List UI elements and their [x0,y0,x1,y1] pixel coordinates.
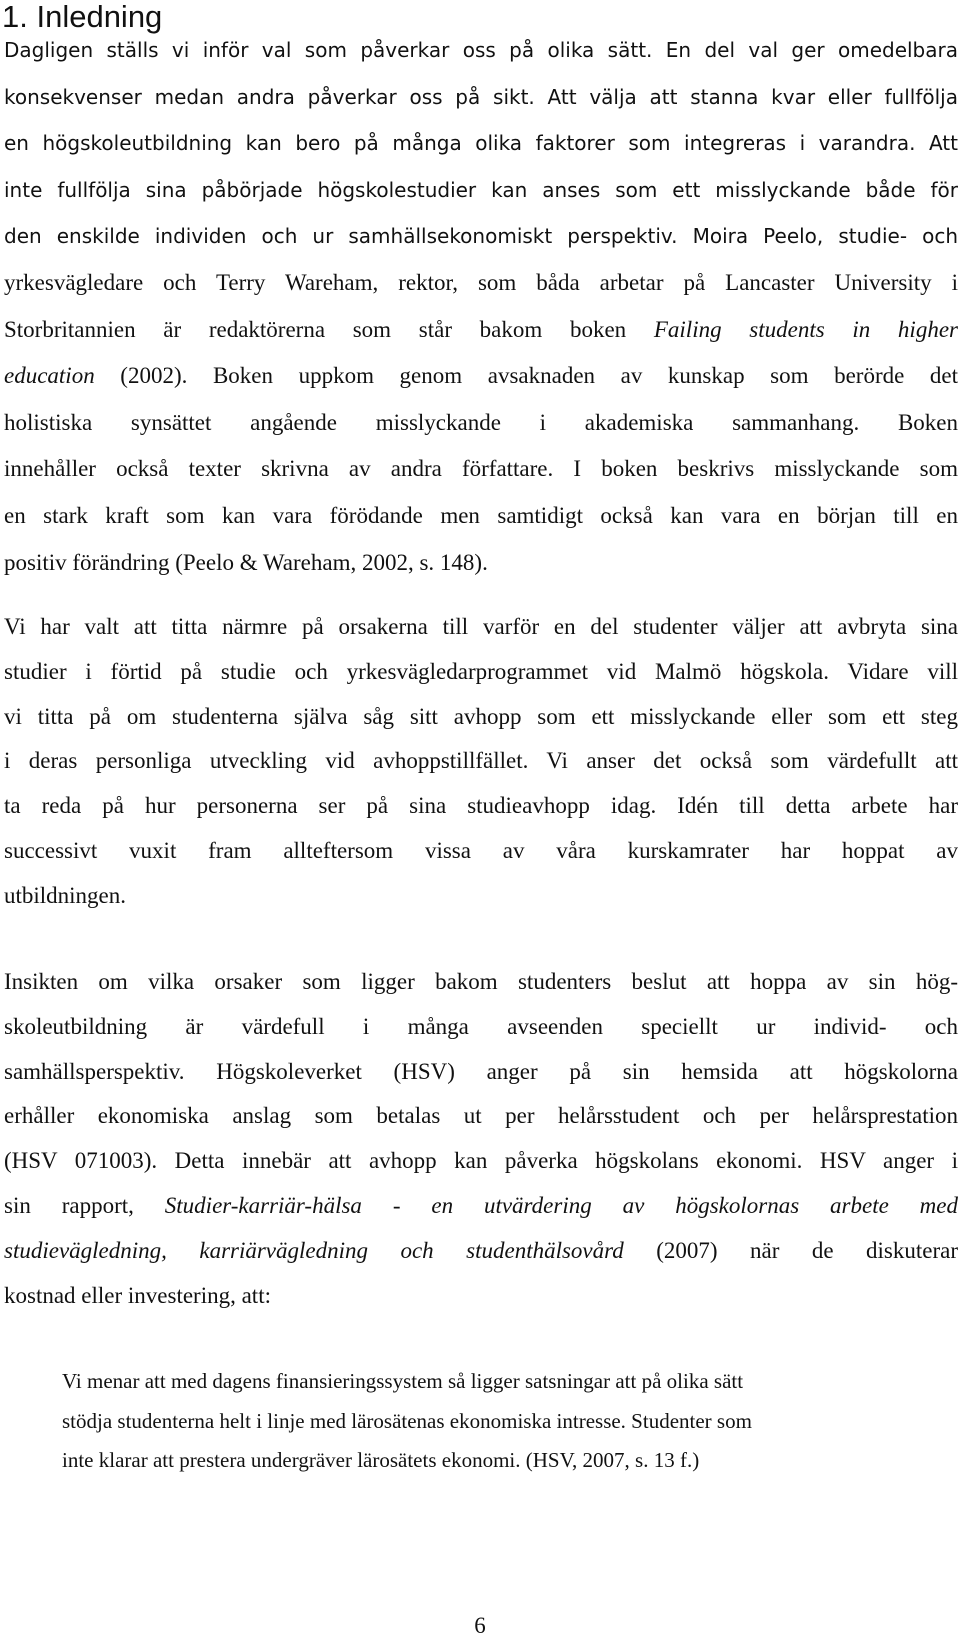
text-line: vi titta på om studenterna själva såg sitt avhopp som ett misslyckande eller som ett steg [4,703,958,729]
quote-line: inte klarar att prestera undergräver lärosätets ekonomi. (HSV, 2007, s. 13 f.) [62,1448,700,1472]
text-line: yrkesvägledare och Terry Wareham, rektor, som båda arbetar på Lancaster University i [4,269,958,295]
text-line [4,1235,958,1280]
text-line: (HSV 071003). Detta innebär att avhopp kan påverka högskolans ekonomi. HSV anger i [4,1148,958,1174]
text-line: Insikten om vilka orsaker som ligger bakom studenters beslut att hoppa av sin hög- [4,969,958,994]
quote-line: Vi menar att med dagens finansieringssystem så ligger satsningar att på olika sätt [62,1369,744,1393]
text-segment: I boken beskrivs misslyckande som [553,456,958,482]
text-line: inte fullfölja sina påbörjade högskolestudier kan anses som ett misslyckande både för [4,177,958,202]
text-line: Dagligen ställs vi inför val som påverkar oss på olika sätt. En del val ger omedelbara [4,38,958,62]
text-segment: den enskilde individen och ur samhällsekonomiskt perspektiv. [4,224,678,249]
text-line: en stark kraft som kan vara förödande men samtidigt också kan vara en början till en [4,502,958,528]
section-heading: 1. Inledning [2,0,163,34]
text-line: i deras personliga utveckling vid avhoppstillfället. Vi anser det också som värdefullt att [4,748,958,774]
text-line: utbildningen. [4,882,127,908]
text-line [4,1190,958,1235]
text-line: successivt vuxit fram allteftersom vissa av våra kurskamrater har hoppat av [4,837,958,863]
text-line: Vi har valt att titta närmre på orsakerna till varför en del studenter väljer att avbryta sina [4,614,958,639]
purpose-paragraph [4,611,958,925]
text-segment: Moira Peelo, studie- och [677,224,958,249]
text-segment: Storbritannien är redaktörerna som står bakom boken [4,316,654,342]
report-title-continued: studievägledning, karriärvägledning och studenthälsovård [4,1237,624,1263]
text-line: ta reda på hur personerna ser på sina studieavhopp idag. Idén till detta arbete har [4,793,958,819]
report-title: Studier-karriär-hälsa - en utvärdering av högskolornas arbete med [164,1192,958,1218]
book-title-continued: education [4,363,95,389]
text-line: kostnad eller investering, att: [4,1282,271,1308]
block-quote [62,1366,862,1485]
intro-paragraph [4,34,958,593]
text-line: positiv förändring (Peelo & Wareham, 2002, s. 148). [4,549,488,575]
text-line [4,314,958,361]
text-line: erhåller ekonomiska anslag som betalas ut per helårsstudent och per helårsprestation [4,1103,958,1129]
text-line: samhällsperspektiv. Högskoleverket (HSV) anger på sin hemsida att högskolorna [4,1058,958,1084]
text-line: en högskoleutbildning kan bero på många olika faktorer som integreras i varandra. Att [4,131,958,156]
text-segment: innehåller också texter skrivna av andra författare. [4,456,554,482]
text-line [4,453,958,500]
motivation-paragraph [4,966,958,1324]
text-segment: sin rapport, [4,1192,165,1218]
quote-line: stödja studenterna helt i linje med lärosätenas ekonomiska intresse. Studenter som [62,1408,752,1433]
text-line: skoleutbildning är värdefull i många avseenden speciellt ur individ- och [4,1013,958,1039]
text-segment: (2002). Boken uppkom genom avsaknaden av kunskap som berörde det [94,363,958,389]
text-line: studier i förtid på studie och yrkesvägledarprogrammet vid Malmö högskola. Vidare vill [4,658,958,684]
book-title: Failing students in higher [653,316,958,342]
page-number: 6 [474,1613,486,1638]
text-line: holistiska synsättet angående misslyckande i akademiska sammanhang. Boken [4,409,958,435]
text-line: konsekvenser medan andra påverkar oss på sikt. Att välja att stanna kvar eller fullfölja [4,84,958,109]
text-line [4,220,958,267]
text-line [4,360,958,407]
text-segment: (2007) när de diskuterar [623,1237,958,1263]
